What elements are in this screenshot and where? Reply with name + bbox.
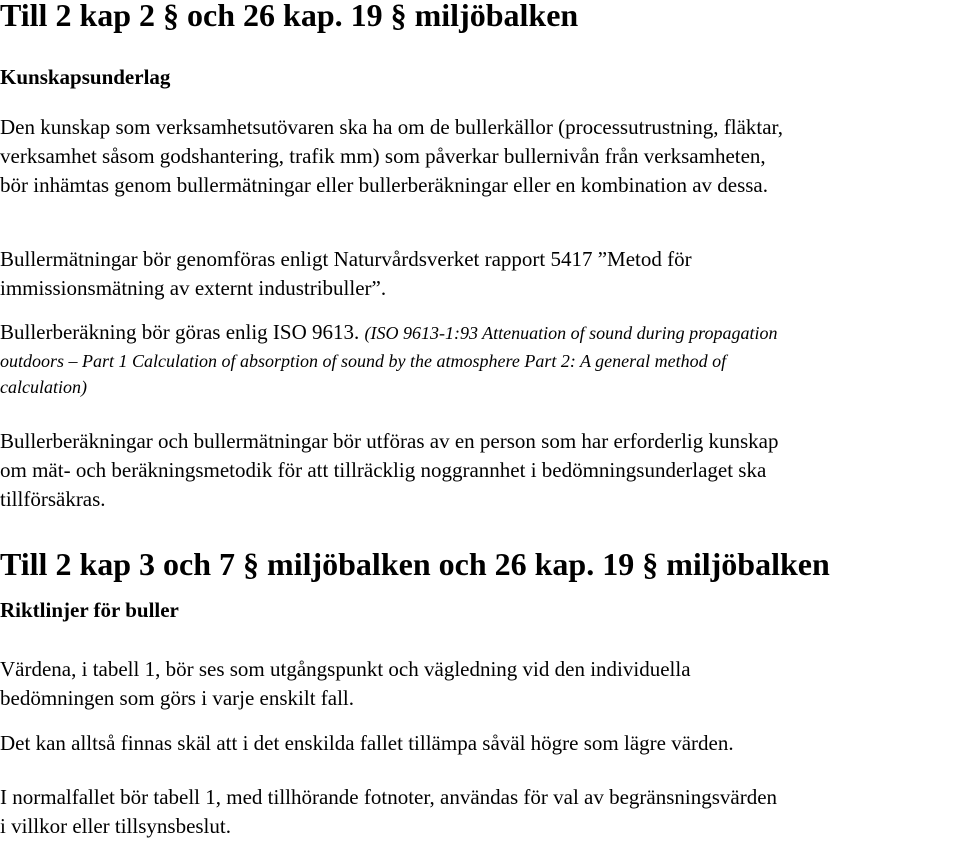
paragraph-bullerberakning xyxy=(0,318,778,400)
paragraph-line: tillförsäkras. xyxy=(0,487,106,511)
paragraph-kompetens xyxy=(0,427,779,514)
paragraph-line: Bullermätningar bör genomföras enligt Naturvårdsverket rapport 5417 ”Metod för xyxy=(0,247,692,271)
paragraph-line: I normalfallet bör tabell 1, med tillhörande fotnoter, användas för val av begränsningsvärden xyxy=(0,785,778,809)
paragraph-line: Det kan alltså finnas skäl att i det enskilda fallet tillämpa såväl högre som lägre värden. xyxy=(0,731,734,755)
paragraph-line: i villkor eller tillsynsbeslut. xyxy=(0,814,231,838)
paragraph-line: immissionsmätning av externt industribuller”. xyxy=(0,276,387,300)
iso-reference-note: (ISO 9613-1:93 Attenuation of sound during propagation xyxy=(364,323,778,343)
subheading-kunskapsunderlag: Kunskapsunderlag xyxy=(0,65,171,89)
paragraph-bullermatningar xyxy=(0,245,692,303)
paragraph-skal xyxy=(0,729,734,758)
paragraph-line: Den kunskap som verksamhetsutövaren ska ha om de bullerkällor (processutrustning, fläktar, xyxy=(0,115,783,139)
paragraph-line: verksamhet såsom godshantering, trafik mm) som påverkar bullernivån från verksamheten, xyxy=(0,144,766,168)
iso-reference-note: calculation) xyxy=(0,377,87,397)
paragraph-normalfallet xyxy=(0,783,777,841)
iso-reference-note: outdoors – Part 1 Calculation of absorption of sound by the atmosphere Part 2: A general method of xyxy=(0,351,727,371)
paragraph-line: bedömningen som görs i varje enskilt fall. xyxy=(0,686,355,710)
section-heading-2: Till 2 kap 3 och 7 § miljöbalken och 26 kap. 19 § miljöbalken xyxy=(0,546,830,582)
paragraph-line: Bullerberäkningar och bullermätningar bör utföras av en person som har erforderlig kunskap xyxy=(0,429,779,453)
paragraph-line: om mät- och beräkningsmetodik för att tillräcklig noggrannhet i bedömningsunderlaget ska xyxy=(0,458,767,482)
section-heading-1: Till 2 kap 2 § och 26 kap. 19 § miljöbalken xyxy=(0,0,579,33)
paragraph-line: Värdena, i tabell 1, bör ses som utgångspunkt och vägledning vid den individuella xyxy=(0,657,691,681)
paragraph-line: bör inhämtas genom bullermätningar eller bullerberäkningar eller en kombination av dessa. xyxy=(0,173,768,197)
subheading-riktlinjer: Riktlinjer för buller xyxy=(0,598,179,622)
paragraph-text: Bullerberäkning bör göras enlig ISO 9613. xyxy=(0,320,365,344)
paragraph-vardena xyxy=(0,655,691,713)
paragraph-kunskap xyxy=(0,113,783,200)
